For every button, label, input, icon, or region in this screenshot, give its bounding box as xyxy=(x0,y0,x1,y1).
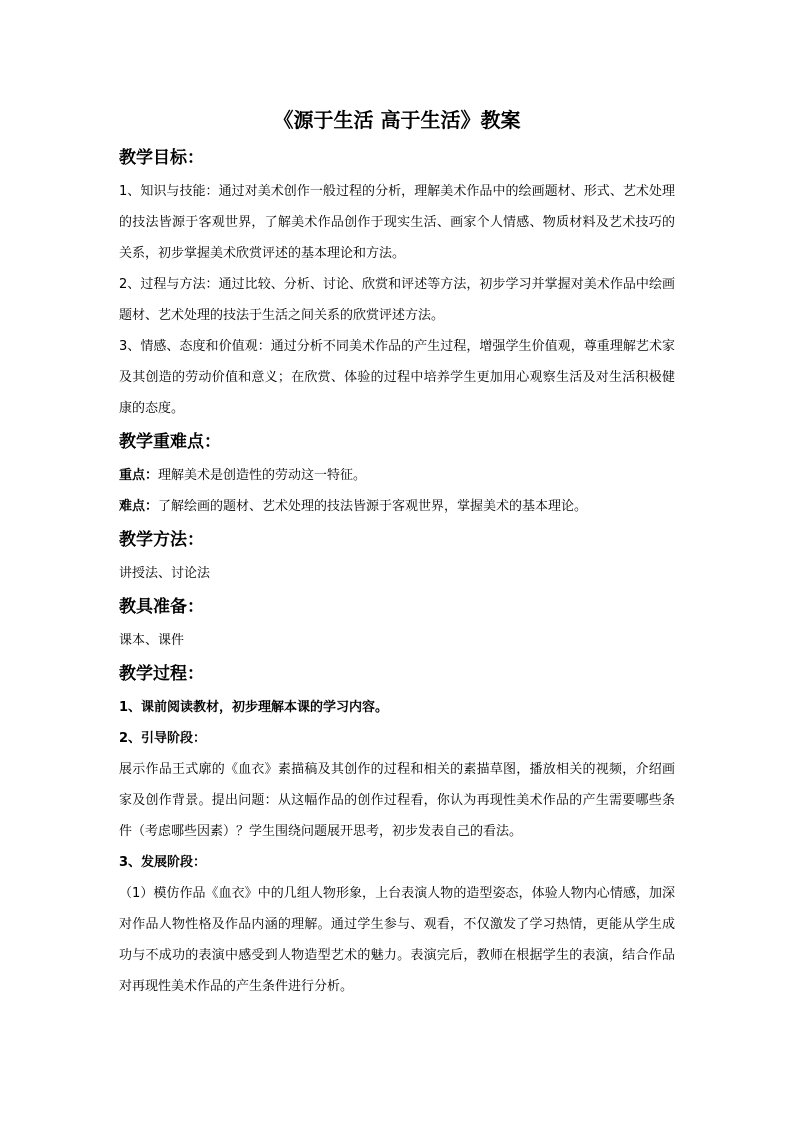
process-step-3-title: 3、发展阶段： xyxy=(119,855,207,870)
tools-text: 课本、课件 xyxy=(119,633,185,648)
key-point-text: 理解美术是创造性的劳动这一特征。 xyxy=(158,468,367,483)
difficult-point-text: 了解绘画的题材、艺术处理的技法皆源于客观世界，掌握美术的基本理论。 xyxy=(158,499,588,514)
goal-item-2: 2、过程与方法：通过比较、分析、讨论、欣赏和评述等方法，初步学习并掌握对美术作品中绘画题材、艺术处理的技法于生活之间关系的欣赏评述方法。 xyxy=(119,277,675,323)
heading-goals: 教学目标： xyxy=(119,148,204,168)
difficult-point-label: 难点： xyxy=(119,499,159,514)
process-step-1: 1、课前阅读教材，初步理解本课的学习内容。 xyxy=(119,700,389,715)
heading-process: 教学过程： xyxy=(119,664,204,684)
process-step-2-text: 展示作品王式廓的《血衣》素描稿及其创作的过程和相关的素描草图，播放相关的视频，介绍画家及创作背景。提出问题：从这幅作品的创作过程看，你认为再现性美术作品的产生需要哪些条件（考虑哪些因素）？学生围绕问题展开思考，初步发表自己的看法。 xyxy=(119,762,675,839)
heading-method: 教学方法： xyxy=(119,530,204,550)
heading-tools: 教具准备： xyxy=(119,597,204,617)
key-point xyxy=(119,460,675,491)
process-step-3-text: （1）模仿作品《血衣》中的几组人物形象，上台表演人物的造型姿态，体验人物内心情感，加深对作品人物性格及作品内涵的理解。通过学生参与、观看，不仅激发了学习热情，更能从学生成功与不成功的表演中感受到人物造型艺术的魅力。表演完后，教师在根据学生的表演，结合作品对再现性美术作品的产生条件进行分析。 xyxy=(119,886,675,994)
goal-item-3: 3、情感、态度和价值观：通过分析不同美术作品的产生过程，增强学生价值观，尊重理解艺术家及其创造的劳动价值和意义；在欣赏、体验的过程中培养学生更加用心观察生活及对生活积极健康的态度。 xyxy=(119,339,675,416)
goal-item-1: 1、知识与技能：通过对美术创作一般过程的分析，理解美术作品中的绘画题材、形式、艺术处理的技法皆源于客观世界，了解美术作品创作于现实生活、画家个人情感、物质材料及艺术技巧的关系，初步掌握美术欣赏评述的基本理论和方法。 xyxy=(119,184,675,261)
process-step-2-title: 2、引导阶段： xyxy=(119,731,207,746)
heading-key-points: 教学重难点： xyxy=(119,432,221,452)
difficult-point xyxy=(119,491,675,522)
key-point-label: 重点： xyxy=(119,468,159,483)
method-text: 讲授法、讨论法 xyxy=(119,566,211,581)
document-title: 《源于生活 高于生活》教案 xyxy=(273,108,521,132)
document-body xyxy=(119,104,675,1002)
